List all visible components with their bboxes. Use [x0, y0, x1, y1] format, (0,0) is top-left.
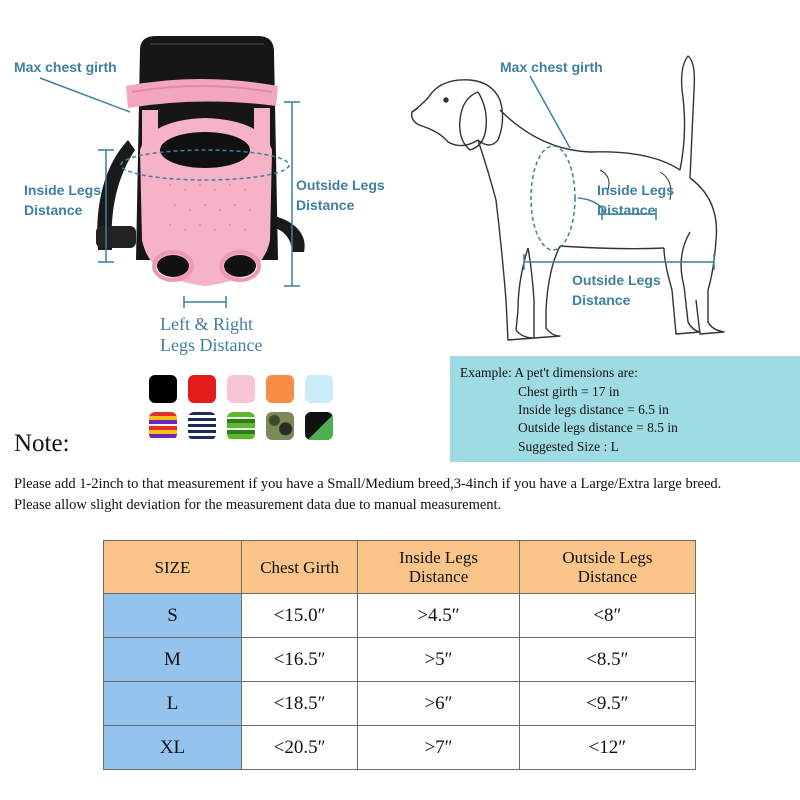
table-row — [104, 638, 696, 682]
table-row — [104, 726, 696, 770]
header-outside-legs-text: Outside Legs Distance — [562, 548, 653, 586]
carrier-inside-legs-label — [24, 180, 101, 220]
swatch-pink[interactable] — [227, 375, 255, 403]
carrier-inside-legs-label-line2: Distance — [24, 202, 83, 218]
inside-legs-cell: >6″ — [358, 682, 520, 726]
dog-outside-legs-label-line2: Distance — [572, 292, 631, 308]
swatch-multicolor-stripe[interactable] — [149, 412, 177, 440]
example-line-5: Suggested Size : L — [518, 439, 619, 454]
dog-inside-legs-label-line1: Inside Legs — [597, 182, 675, 198]
carrier-max-chest-label: Max chest girth — [14, 59, 117, 75]
swatch-black-green[interactable] — [305, 412, 333, 440]
swatch-light-blue[interactable] — [305, 375, 333, 403]
swatch-red[interactable] — [188, 375, 216, 403]
chest-cell: <20.5″ — [242, 726, 358, 770]
dog-inside-legs-label-line2: Distance — [597, 202, 656, 218]
note-title: Note: — [14, 430, 70, 457]
swatch-navy-stripe[interactable] — [188, 412, 216, 440]
example-box — [450, 356, 800, 462]
swatch-camouflage[interactable] — [266, 412, 294, 440]
header-inside-legs-text: Inside Legs Distance — [399, 548, 478, 586]
swatch-green-stripe[interactable] — [227, 412, 255, 440]
swatch-black[interactable] — [149, 375, 177, 403]
example-line-4: Outside legs distance = 8.5 in — [518, 420, 678, 435]
carrier-outside-legs-label — [296, 175, 385, 215]
size-cell: XL — [104, 726, 242, 770]
dog-inside-legs-label — [597, 180, 674, 220]
dog-max-chest-label: Max chest girth — [500, 59, 603, 75]
pet-carrier-image — [96, 36, 305, 286]
carrier-outside-legs-label-line1: Outside Legs — [296, 177, 385, 193]
header-inside-legs — [358, 541, 520, 594]
size-table — [103, 540, 696, 770]
carrier-inside-legs-label-line1: Inside Legs — [24, 182, 102, 198]
outside-legs-cell: <12″ — [519, 726, 695, 770]
outside-legs-cell: <8.5″ — [519, 638, 695, 682]
note-line-1: Please add 1-2inch to that measurement if you have a Small/Medium breed,3-4inch if you have a Large/Extra large breed. — [14, 476, 722, 492]
inside-legs-cell: >7″ — [358, 726, 520, 770]
table-row — [104, 594, 696, 638]
example-line-2: Chest girth = 17 in — [518, 384, 620, 399]
illustrations — [0, 0, 800, 360]
header-size: SIZE — [104, 541, 242, 594]
outside-legs-cell: <9.5″ — [519, 682, 695, 726]
dog-outside-legs-label — [572, 270, 661, 310]
header-outside-legs — [519, 541, 695, 594]
example-line-3: Inside legs distance = 6.5 in — [518, 402, 669, 417]
size-cell: S — [104, 594, 242, 638]
swatch-orange[interactable] — [266, 375, 294, 403]
chest-cell: <16.5″ — [242, 638, 358, 682]
size-cell: M — [104, 638, 242, 682]
chest-cell: <15.0″ — [242, 594, 358, 638]
header-chest-girth: Chest Girth — [242, 541, 358, 594]
carrier-lr-legs-label-line2: Legs Distance — [160, 335, 263, 355]
outside-legs-cell: <8″ — [519, 594, 695, 638]
size-cell: L — [104, 682, 242, 726]
carrier-outside-legs-label-line2: Distance — [296, 197, 355, 213]
dog-illustration — [412, 56, 724, 340]
chest-cell: <18.5″ — [242, 682, 358, 726]
carrier-lr-legs-label-line1: Left & Right — [160, 314, 253, 334]
example-line-1: Example: A pet't dimensions are: — [460, 365, 638, 380]
table-row — [104, 682, 696, 726]
inside-legs-cell: >5″ — [358, 638, 520, 682]
carrier-lr-legs-label — [160, 314, 262, 356]
dog-outside-legs-label-line1: Outside Legs — [572, 272, 661, 288]
note-line-2: Please allow slight deviation for the measurement data due to manual measurement. — [14, 497, 502, 513]
inside-legs-cell: >4.5″ — [358, 594, 520, 638]
table-header-row — [104, 541, 696, 594]
